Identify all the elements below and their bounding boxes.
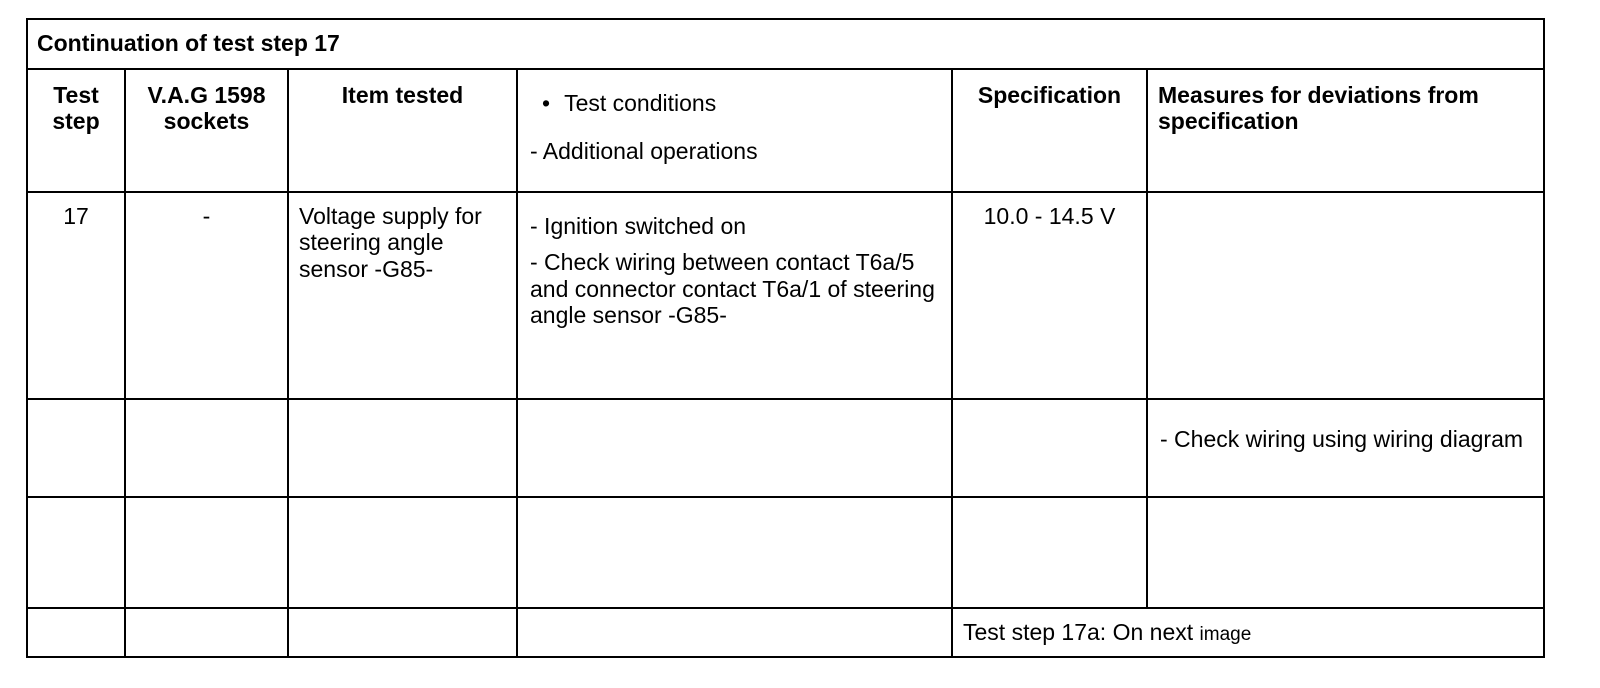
empty-cell <box>517 497 952 608</box>
empty-cell <box>517 399 952 497</box>
bullet-icon: • <box>542 90 551 116</box>
empty-cell <box>952 497 1147 608</box>
empty-cell <box>288 399 517 497</box>
empty-cell <box>27 497 125 608</box>
table-row <box>27 497 1544 608</box>
empty-cell <box>1147 497 1544 608</box>
header-test-conditions: Test conditions <box>564 90 717 116</box>
header-conditions <box>517 69 952 192</box>
empty-cell <box>125 608 288 657</box>
measures-cell <box>1147 192 1544 399</box>
empty-cell <box>27 399 125 497</box>
next-step-note <box>952 608 1544 657</box>
item-tested-value: Voltage supply for steering angle sensor -G85- <box>288 192 517 399</box>
header-specification: Specification <box>952 69 1147 192</box>
header-item-tested: Item tested <box>288 69 517 192</box>
header-additional-operations: - Additional operations <box>530 138 758 165</box>
next-step-image-text: image <box>1199 624 1252 645</box>
measure-check-wiring: - Check wiring using wiring diagram <box>1147 399 1544 497</box>
test-step-value: 17 <box>27 192 125 399</box>
table-row <box>27 608 1544 657</box>
table-row <box>27 192 1544 399</box>
empty-cell <box>952 399 1147 497</box>
test-step-table <box>26 18 1545 658</box>
header-measures: Measures for deviations from specification <box>1147 69 1544 192</box>
sockets-value: - <box>125 192 288 399</box>
empty-cell <box>288 497 517 608</box>
operation-check-wiring: - Check wiring between contact T6a/5 and connector contact T6a/1 of steering angle sensor -G85- <box>530 249 935 329</box>
empty-cell <box>27 608 125 657</box>
table-row <box>27 399 1544 497</box>
table-title: Continuation of test step 17 <box>27 19 1544 69</box>
header-sockets: V.A.G 1598 sockets <box>125 69 288 192</box>
operations-cell <box>517 192 952 399</box>
header-test-step: Test step <box>27 69 125 192</box>
header-row <box>27 69 1544 192</box>
specification-value: 10.0 - 14.5 V <box>952 192 1147 399</box>
operation-ignition: - Ignition switched on <box>530 213 747 239</box>
next-step-text: Test step 17a: On next <box>963 619 1194 645</box>
empty-cell <box>288 608 517 657</box>
empty-cell <box>517 608 952 657</box>
empty-cell <box>125 399 288 497</box>
empty-cell <box>125 497 288 608</box>
